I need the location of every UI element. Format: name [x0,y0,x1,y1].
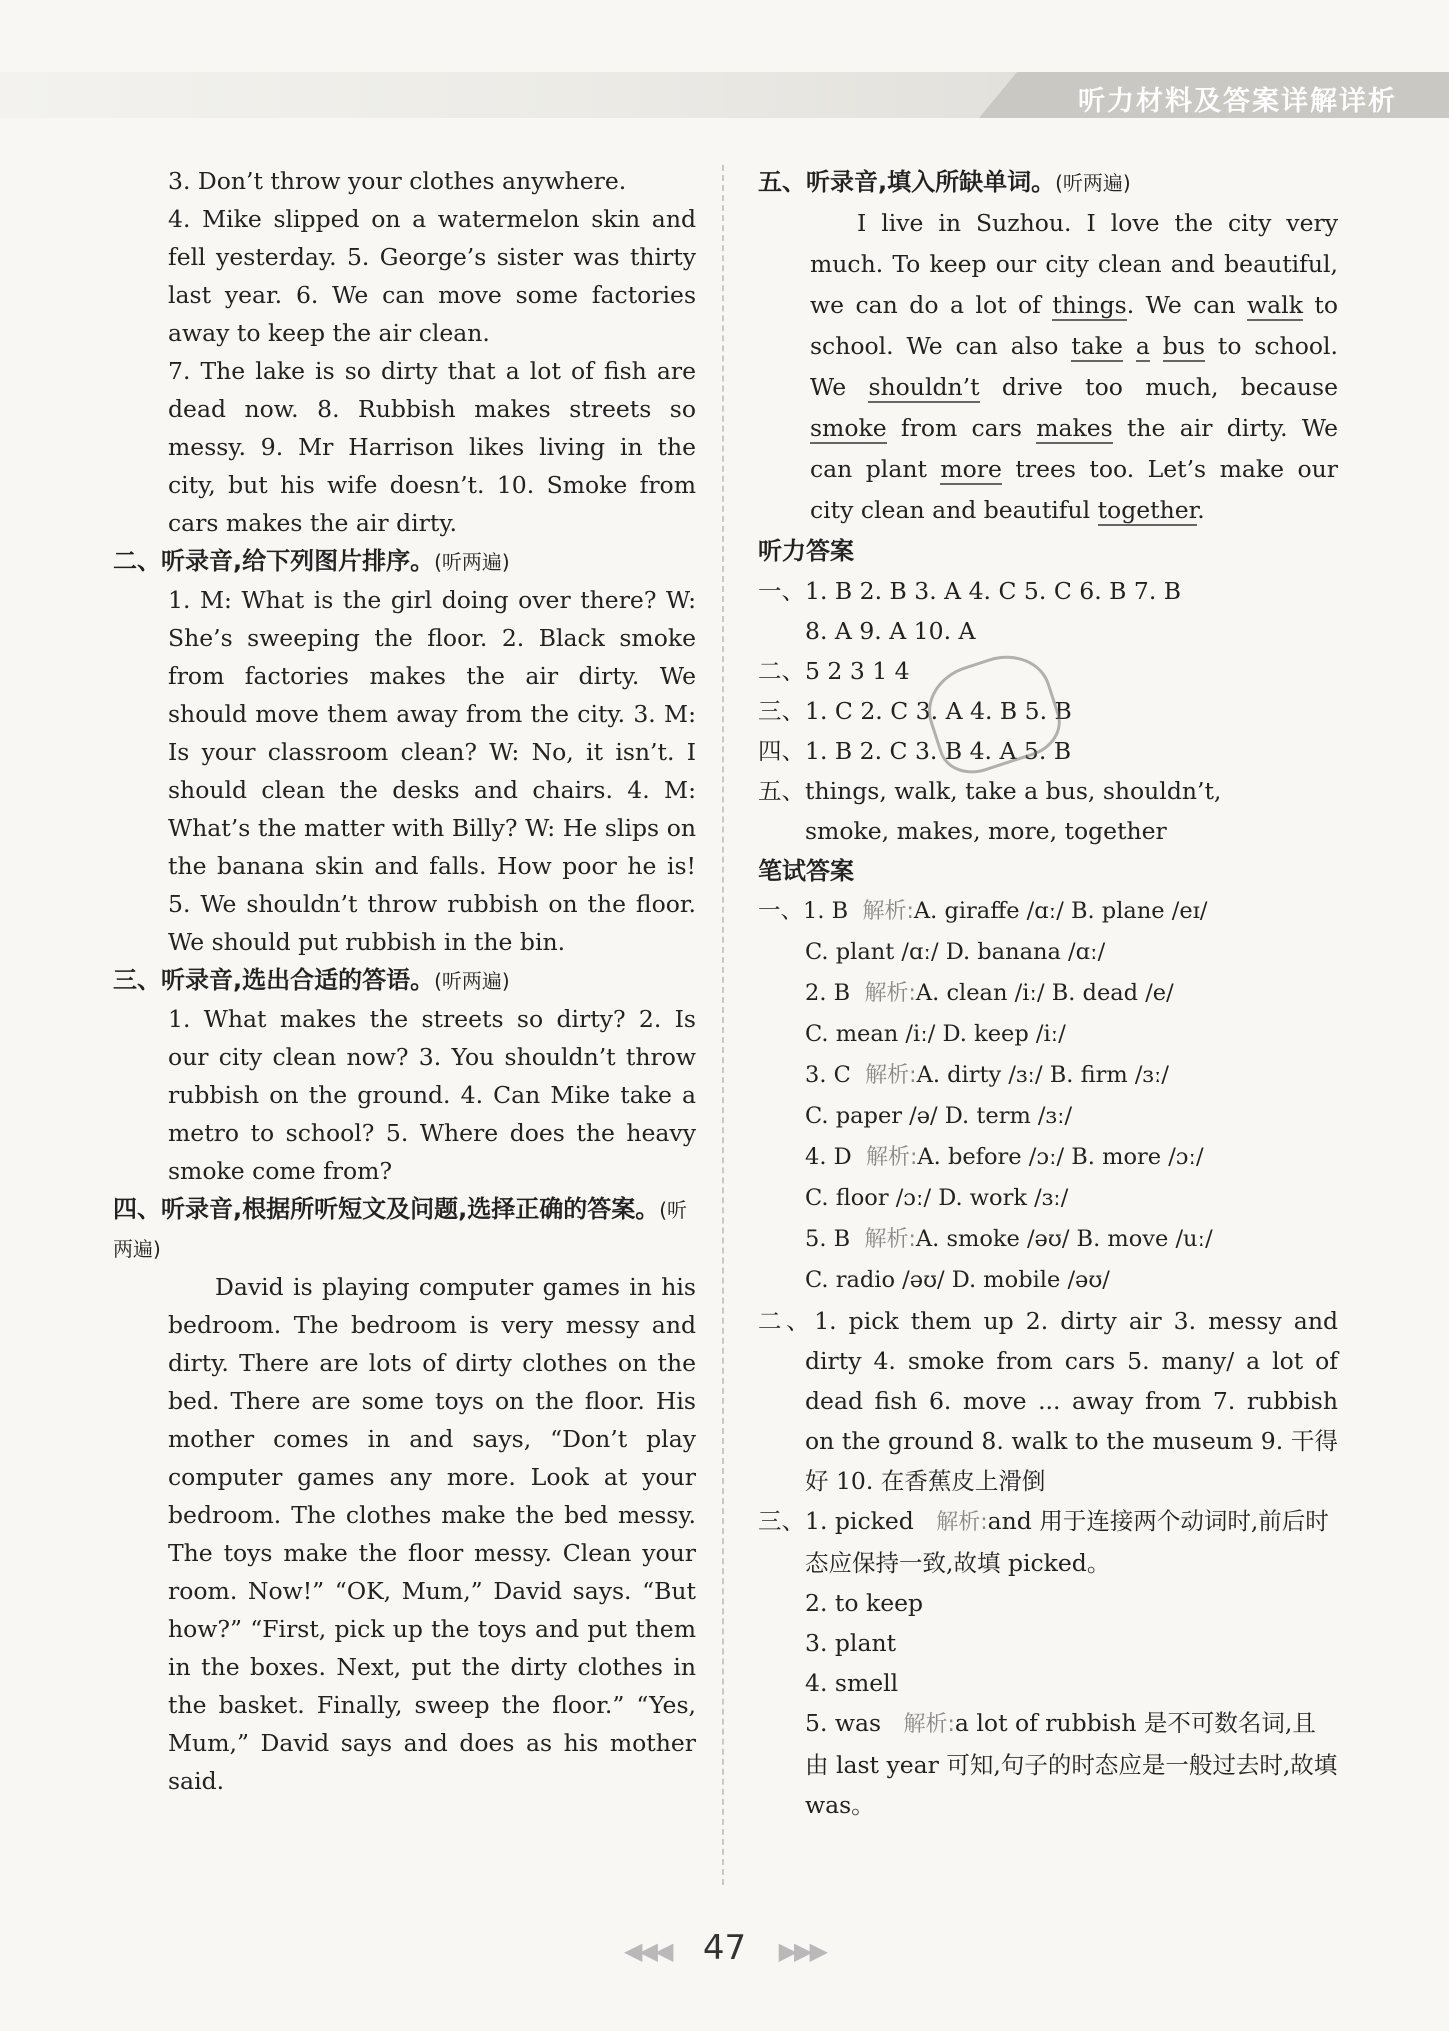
section-3-text: 1. What makes the streets so dirty? 2. Is our city clean now? 3. You shouldn’t throw rubbish on the ground. 4. Can Mike take a metro to school? 5. Where does the heavy smoke come from? [168,1005,696,1185]
blank-1: things [1052,291,1127,319]
written-q3-item-1: 三、1. picked 解析:and 用于连接两个动词时,前后时态应保持一致,故填 picked。 [758,1507,1329,1577]
section-2-heading: 二、听录音,给下列图片排序。(听两遍) [113,547,510,575]
written-q2: 二、1. pick them up 2. dirty air 3. messy and dirty 4. smoke from cars 5. many/ a lot of dead fish 6. move ... away from 7. rubbish on the ground 8. walk to the museum 9. 干得好 10. 在香蕉皮上滑倒 [758,1307,1338,1495]
right-column [758,162,1338,1825]
written-answers-heading: 笔试答案 [758,857,854,885]
section-4-text: David is playing computer games in his bedroom. The bedroom is very messy and dirty. There are lots of dirty clothes on the bed. There are some toys on the floor. His mother comes in and says, “Don’t play computer games any more. Look at your bedroom. The clothes make the bed messy. The toys make the floor messy. Clean your room. Now!” “OK, Mum,” David says. “But how?” “First, pick up the toys and put them in the boxes. Next, put the dirty clothes in the basket. Finally, sweep the floor.” “Yes, Mum,” David says and does as his mother said. [168,1273,696,1795]
left-arrows-icon: ◀◀◀ [624,1937,671,1965]
listening-row-1b: 8. A 9. A 10. A [805,617,976,645]
blank-7: more [940,455,1002,483]
analysis-label: 解析: [862,899,914,924]
listening-row-3: 三、1. C 2. C 3. A 4. B 5. B [758,697,1072,725]
left-para-2: 4. Mike slipped on a watermelon skin and fell yesterday. 5. George’s sister was thirty last year. 6. We can move some factories away to keep the air clean. [168,205,696,347]
written-q1-item-4: 4. D 解析:A. before /ɔː/ B. more /ɔː/ C. floor /ɔː/ D. work /ɜː/ [805,1144,1204,1211]
blank-4: shouldn’t [868,373,980,401]
page-footer [0,1928,1449,1968]
section-5-heading: 五、听录音,填入所缺单词。(听两遍) [758,168,1131,196]
listening-row-1: 一、1. B 2. B 3. A 4. C 5. C 6. B 7. B [758,577,1182,605]
analysis-label: 解析: [864,981,916,1006]
left-para-3: 7. The lake is so dirty that a lot of fish are dead now. 8. Rubbish makes streets so messy. 9. Mr Harrison likes living in the city, but his wife doesn’t. 10. Smoke from cars makes the air dirty. [168,357,696,537]
blank-5: smoke [810,414,887,442]
left-column [113,162,696,1800]
section-2-text: 1. M: What is the girl doing over there? W: She’s sweeping the floor. 2. Black smoke from factories makes the air dirty. We should move them away from the city. 3. M: Is your classroom clean? W: No, it isn’t. I should clean the desks and chairs. 4. M: What’s the matter with Billy? W: He slips on the banana skin and falls. How poor he is! 5. We shouldn’t throw rubbish on the floor. We should put rubbish in the bin. [168,586,696,956]
right-arrows-icon: ▶▶▶ [778,1937,825,1965]
blank-3c: bus [1162,332,1205,360]
listening-row-5b: smoke, makes, more, together [805,817,1167,845]
written-q1-item-2: 2. B 解析:A. clean /iː/ B. dead /e/ C. mean /iː/ D. keep /iː/ [805,980,1174,1047]
listening-answers-heading: 听力答案 [758,537,854,565]
written-q3-item-3: 3. plant [805,1629,897,1657]
written-q1-item-5: 5. B 解析:A. smoke /əʊ/ B. move /uː/ C. radio /əʊ/ D. mobile /əʊ/ [805,1226,1213,1293]
header-title: 听力材料及答案详解详析 [1078,86,1397,117]
listening-row-2: 二、5 2 3 1 4 [758,657,910,685]
listening-row-4: 四、1. B 2. C 3. B 4. A 5. B [758,737,1072,765]
section-5-passage: I live in Suzhou. I love the city very much. To keep our city clean and beautiful, we can do a lot of things. We can walk to school. We can also take a bus to school. We shouldn’t drive too much, because smoke from cars makes the air dirty. We can plant more trees too. Let’s make our city clean and beautiful together. [810,209,1339,524]
section-3-heading: 三、听录音,选出合适的答语。(听两遍) [113,966,510,994]
column-divider [722,165,724,1885]
analysis-label: 解析: [865,1063,917,1088]
left-para-1: 3. Don’t throw your clothes anywhere. [168,167,627,195]
page-number: 47 [702,1928,747,1968]
written-q1-item-1: 一、1. B 解析:A. giraffe /ɑː/ B. plane /eɪ/ C. plant /ɑː/ D. banana /ɑː/ [758,898,1208,965]
blank-6: makes [1036,414,1113,442]
analysis-label: 解析: [936,1510,988,1535]
written-q3-item-4: 4. smell [805,1669,899,1697]
blank-8: together [1097,496,1198,524]
blank-3b: a [1135,332,1150,360]
analysis-label: 解析: [903,1712,955,1737]
analysis-label: 解析: [864,1227,916,1252]
written-q3-item-5: 5. was 解析:a lot of rubbish 是不可数名词,且由 last year 可知,句子的时态应是一般过去时,故填 was。 [805,1709,1338,1819]
section-4-heading: 四、听录音,根据所听短文及问题,选择正确的答案。(听两遍) [113,1195,688,1261]
blank-2: walk [1247,291,1303,319]
blank-3a: take [1071,332,1123,360]
listening-row-5: 五、things, walk, take a bus, shouldn’t, [758,777,1222,805]
analysis-label: 解析: [865,1145,918,1170]
written-q1-item-3: 3. C 解析:A. dirty /ɜː/ B. firm /ɜː/ C. paper /ə/ D. term /ɜː/ [805,1062,1170,1129]
written-q3-item-2: 2. to keep [805,1589,924,1617]
